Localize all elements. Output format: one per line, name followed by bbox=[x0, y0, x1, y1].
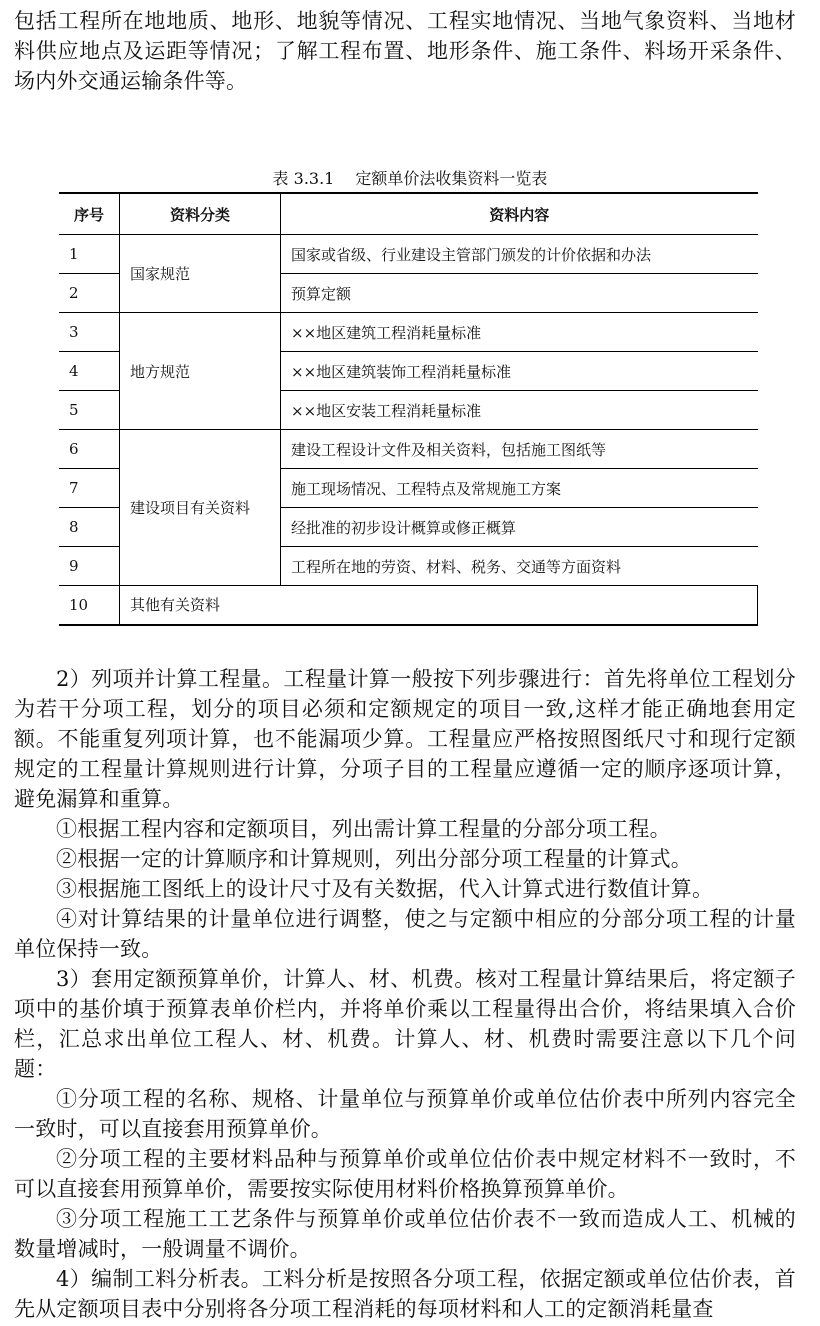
table-row bbox=[59, 235, 758, 274]
table-row bbox=[59, 430, 758, 469]
body-paragraph: ③分项工程施工工艺条件与预算单价或单位估价表不一致而造成人工、机械的数量增减时，一般调量不调价。 bbox=[14, 1207, 796, 1261]
header-no: 序号 bbox=[59, 193, 120, 235]
intro-paragraph: 包括工程所在地地质、地形、地貌等情况、工程实地情况、当地气象资料、当地材料供应地点及运距等情况；了解工程布置、地形条件、施工条件、料场开采条件、场内外交通运输条件等。 bbox=[14, 9, 796, 93]
header-category: 资料分类 bbox=[120, 193, 281, 235]
body-paragraph: ③根据施工图纸上的设计尺寸及有关数据，代入计算式进行数值计算。 bbox=[56, 877, 714, 901]
body-paragraph: 4）编制工料分析表。工料分析是按照各分项工程，依据定额或单位估价表，首先从定额项目表中分别将各分项工程消耗的每项材料和人工的定额消耗量查 bbox=[14, 1267, 796, 1321]
row-number: 10 bbox=[59, 586, 120, 625]
table-header-row bbox=[59, 193, 758, 235]
row-number: 5 bbox=[59, 391, 120, 430]
body-paragraph: 2）列项并计算工程量。工程量计算一般按下列步骤进行：首先将单位工程划分为若干分项工程，划分的项目必须和定额规定的项目一致,这样才能正确地套用定额。不能重复列项计算，也不能漏项少算。工程量应严格按照图纸尺寸和现行定额规定的工程量计算规则进行计算，分项子目的工程量应遵循一定的顺序逐项计算，避免漏算和重算。 bbox=[14, 667, 796, 811]
body-paragraph: ②分项工程的主要材料品种与预算单价或单位估价表中规定材料不一致时，不可以直接套用预算单价，需要按实际使用材料价格换算预算单价。 bbox=[14, 1147, 796, 1201]
row-number: 9 bbox=[59, 547, 120, 586]
body-paragraph: ①根据工程内容和定额项目，列出需计算工程量的分部分项工程。 bbox=[56, 817, 671, 841]
row-number: 4 bbox=[59, 352, 120, 391]
row-content: ××地区安装工程消耗量标准 bbox=[281, 391, 758, 430]
body-paragraph: 3）套用定额预算单价，计算人、材、机费。核对工程量计算结果后，将定额子项中的基价填于预算表单价栏内，并将单价乘以工程量得出合价，将结果填入合价栏，汇总求出单位工程人、材、机费。计算人、材、机费时需要注意以下几个问题： bbox=[14, 967, 796, 1081]
table-row bbox=[59, 586, 758, 625]
row-content: 建设工程设计文件及相关资料，包括施工图纸等 bbox=[281, 430, 758, 469]
row-number: 8 bbox=[59, 508, 120, 547]
body-paragraph: ④对计算结果的计量单位进行调整，使之与定额中相应的分部分项工程的计量单位保持一致。 bbox=[14, 907, 796, 961]
row-number: 3 bbox=[59, 313, 120, 352]
row-content: 预算定额 bbox=[281, 274, 758, 313]
table-row bbox=[59, 313, 758, 352]
row-number: 7 bbox=[59, 469, 120, 508]
header-content: 资料内容 bbox=[281, 193, 758, 235]
table-caption: 表 3.3.1 定额单价法收集资料一览表 bbox=[272, 169, 548, 188]
row-category: 国家规范 bbox=[120, 235, 281, 313]
row-number: 2 bbox=[59, 274, 120, 313]
row-category: 地方规范 bbox=[120, 313, 281, 430]
materials-table bbox=[59, 192, 758, 626]
row-number: 1 bbox=[59, 235, 120, 274]
row-content: 工程所在地的劳资、材料、税务、交通等方面资料 bbox=[281, 547, 758, 586]
row-content: ××地区建筑装饰工程消耗量标准 bbox=[281, 352, 758, 391]
row-category: 其他有关资料 bbox=[120, 586, 758, 625]
body-paragraph: ①分项工程的名称、规格、计量单位与预算单价或单位估价表中所列内容完全一致时，可以直接套用预算单价。 bbox=[14, 1087, 796, 1141]
body-paragraph: ②根据一定的计算顺序和计算规则，列出分部分项工程量的计算式。 bbox=[56, 847, 692, 871]
row-content: 经批准的初步设计概算或修正概算 bbox=[281, 508, 758, 547]
row-content: 国家或省级、行业建设主管部门颁发的计价依据和办法 bbox=[281, 235, 758, 274]
row-number: 6 bbox=[59, 430, 120, 469]
row-category: 建设项目有关资料 bbox=[120, 430, 281, 586]
row-content: 施工现场情况、工程特点及常规施工方案 bbox=[281, 469, 758, 508]
row-content: ××地区建筑工程消耗量标准 bbox=[281, 313, 758, 352]
